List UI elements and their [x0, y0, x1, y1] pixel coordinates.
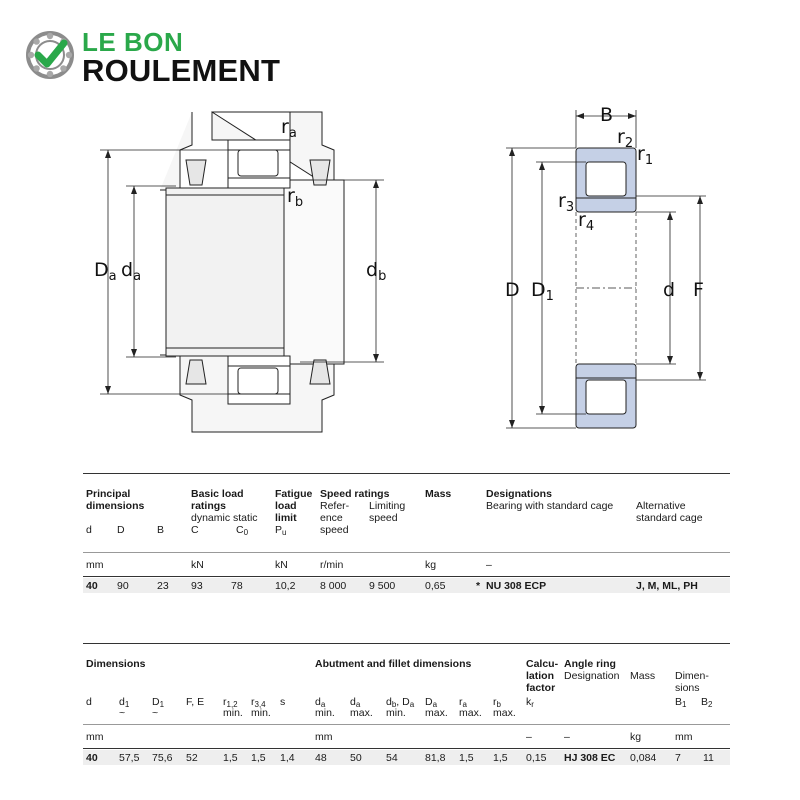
row2-da-max: 50: [350, 752, 362, 764]
sym-C0: $C_0$: [236, 524, 249, 537]
sym-d: d: [86, 696, 92, 708]
row-star: *: [476, 580, 481, 592]
logo-line2: ROULEMENT: [82, 53, 281, 88]
row2-FE: 52: [186, 752, 198, 764]
label-Da: $D_a$: [94, 259, 117, 284]
hdr-principal-1: Principal: [86, 488, 131, 500]
unit-rmin: r/min: [320, 559, 344, 571]
label-D: D: [505, 279, 520, 301]
sym-ra: $r_a$: [459, 696, 467, 709]
label-B: B: [600, 104, 614, 126]
row-designation: NU 308 ECP: [486, 580, 547, 592]
mounting-drawing: [100, 112, 387, 432]
sym-rb-max: max.: [493, 707, 516, 719]
sym-db-Da-min: min.: [386, 707, 406, 719]
row-alternative: J, M, ML, PH: [636, 580, 698, 592]
sym-r34-min: min.: [251, 707, 271, 719]
row2-B2: 11: [703, 752, 714, 764]
row-d: 40: [86, 580, 98, 592]
sym-B1: $B_1$: [675, 696, 687, 709]
sym-da-min: $d_a$: [315, 696, 326, 709]
unit-mm-1: mm: [86, 731, 104, 743]
row-mass: 0,65: [425, 580, 446, 592]
row2-designation: HJ 308 EC: [564, 752, 616, 764]
unit-mm-2: mm: [315, 731, 333, 743]
row2-D1: 75,6: [152, 752, 173, 764]
unit-mm-3: mm: [675, 731, 693, 743]
hdr-principal-2: dimensions: [86, 500, 145, 512]
row-D: 90: [117, 580, 129, 592]
sym-D: D: [117, 524, 125, 536]
sym-B: B: [157, 524, 165, 536]
hdr-limiting-2: speed: [369, 512, 398, 524]
label-da: $d_a$: [121, 259, 142, 284]
hdr-reference-2: ence: [320, 512, 343, 524]
hdr-alternative-1: Alternative: [636, 500, 686, 512]
sym-rb: $r_b$: [493, 696, 501, 709]
label-r2: $r_2$: [617, 126, 634, 151]
row-ref-speed: 8 000: [320, 580, 347, 592]
specifications-table: [83, 472, 730, 597]
hdr-dims-1: Dimen-: [675, 670, 709, 682]
row2-rb: 1,5: [493, 752, 508, 764]
sym-da-max: $d_a$: [350, 696, 361, 709]
unit-kN-2: kN: [275, 559, 288, 571]
row2-s: 1,4: [280, 752, 295, 764]
row2-d1: 57,5: [119, 752, 140, 764]
hdr-reference-3: speed: [320, 524, 349, 536]
hdr-calc-2: lation: [526, 670, 554, 682]
sym-kr: $k_r$: [526, 696, 534, 709]
hdr-basic-1: Basic load: [191, 488, 244, 500]
hdr-abutment: Abutment and fillet dimensions: [315, 658, 472, 670]
sym-r12-min: min.: [223, 707, 243, 719]
row2-dbDa-min: 54: [386, 752, 398, 764]
sym-d: d: [86, 524, 92, 536]
hdr-limiting-1: Limiting: [369, 500, 406, 512]
hdr-basic-sub: dynamic static: [191, 512, 258, 524]
sym-D1: $D_1$: [152, 696, 165, 709]
hdr-fatigue-2: load: [275, 500, 297, 512]
sym-r34: $r_{3,4}$: [251, 696, 266, 709]
sym-db-Da: $d_b$, $D_a$: [386, 696, 415, 709]
sym-da-max-label: max.: [350, 707, 373, 719]
unit-kN-1: kN: [191, 559, 204, 571]
label-d: d: [663, 279, 676, 301]
unit-dash-2: –: [564, 731, 570, 743]
hdr-calc-1: Calcu-: [526, 658, 559, 670]
hdr-mass: Mass: [630, 670, 656, 682]
unit-mm: mm: [86, 559, 104, 571]
unit-kg: kg: [425, 559, 437, 571]
row2-mass: 0,084: [630, 752, 657, 764]
row2-r34: 1,5: [251, 752, 266, 764]
row-lim-speed: 9 500: [369, 580, 396, 592]
unit-kg: kg: [630, 731, 642, 743]
hdr-reference-1: Refer-: [320, 500, 350, 512]
hdr-calc-3: factor: [526, 682, 556, 694]
sym-Pu: $P_u$: [275, 524, 287, 537]
sym-d1: $d_1$: [119, 696, 130, 709]
sym-da-min-label: min.: [315, 707, 335, 719]
unit-dash: –: [486, 559, 492, 571]
label-rb: $r_b$: [287, 185, 304, 210]
bearing-section-drawing: [506, 110, 706, 428]
row2-r12: 1,5: [223, 752, 238, 764]
sym-Da-max-label: max.: [425, 707, 448, 719]
hdr-bearing-std: Bearing with standard cage: [486, 500, 614, 512]
hdr-basic-2: ratings: [191, 500, 227, 512]
row2-B1: 7: [675, 752, 681, 764]
hdr-dims-2: sions: [675, 682, 700, 694]
row2-ra: 1,5: [459, 752, 474, 764]
hdr-designations: Designations: [486, 488, 552, 500]
sym-s: s: [280, 696, 286, 708]
label-r4: $r_4$: [578, 209, 595, 234]
label-r3: $r_3$: [558, 190, 575, 215]
label-db: $d_b$: [366, 259, 387, 284]
sym-D1-tilde: ~: [152, 707, 159, 719]
row2-kr: 0,15: [526, 752, 547, 764]
row2-Da-max: 81,8: [425, 752, 446, 764]
label-ra: $r_a$: [281, 116, 297, 141]
row2-d: 40: [86, 752, 98, 764]
sym-C: C: [191, 524, 199, 536]
hdr-dimensions: Dimensions: [86, 658, 146, 670]
sym-FE: F, E: [186, 696, 205, 708]
hdr-mass: Mass: [425, 488, 452, 500]
hdr-angle-2: Designation: [564, 670, 620, 682]
hdr-fatigue-1: Fatigue: [275, 488, 313, 500]
sym-B2: $B_2$: [701, 696, 713, 709]
sym-r12: $r_{1,2}$: [223, 696, 238, 709]
hdr-alternative-2: standard cage: [636, 512, 703, 524]
label-D1: $D_1$: [531, 279, 554, 304]
label-r1: $r_1$: [637, 143, 654, 168]
logo-line1: LE BON: [82, 27, 184, 57]
unit-dash-1: –: [526, 731, 532, 743]
hdr-angle-1: Angle ring: [564, 658, 616, 670]
sym-ra-max: max.: [459, 707, 482, 719]
row-B: 23: [157, 580, 169, 592]
row-Pu: 10,2: [275, 580, 296, 592]
row-C: 93: [191, 580, 203, 592]
row2-da-min: 48: [315, 752, 327, 764]
sym-Da-max: $D_a$: [425, 696, 438, 709]
hdr-speed: Speed ratings: [320, 488, 390, 500]
hdr-fatigue-3: limit: [275, 512, 297, 524]
row-C0: 78: [231, 580, 243, 592]
dimensions-table: [83, 642, 730, 772]
label-F: F: [693, 279, 704, 301]
sym-d1-tilde: ~: [119, 707, 126, 719]
